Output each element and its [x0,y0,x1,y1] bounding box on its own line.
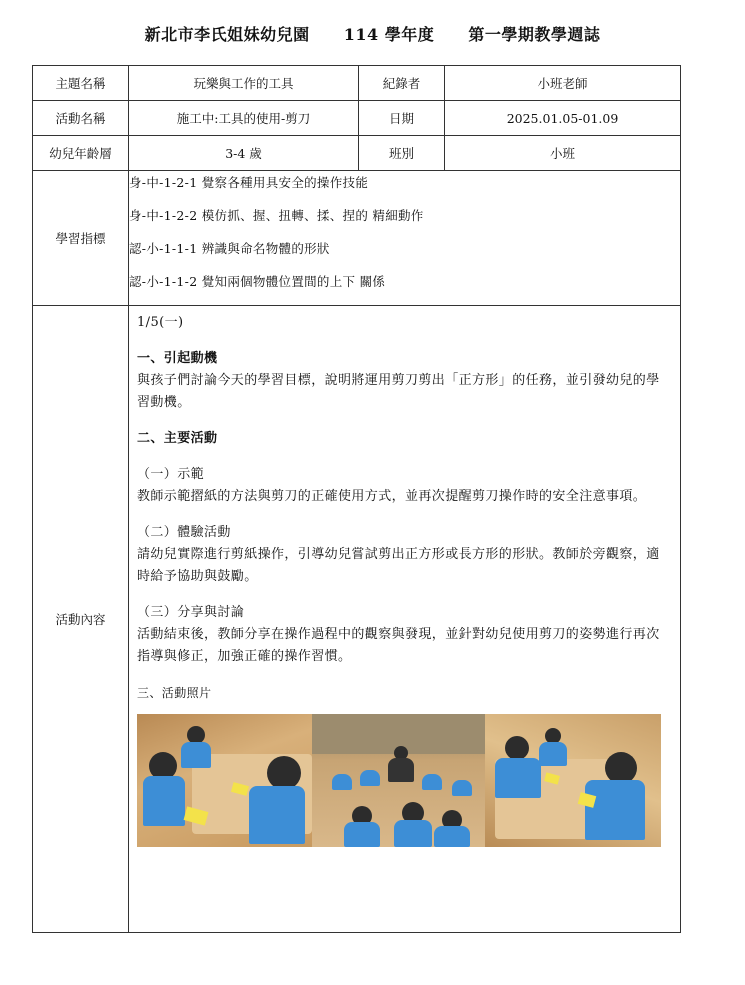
content-label: 活動內容 [33,306,129,933]
age-label: 幼兒年齡層 [33,136,129,171]
table-row [33,306,681,933]
activity-photos [137,714,661,847]
table-row [33,171,681,306]
subsection-text: 請幼兒實際進行剪紙操作，引導幼兒嘗試剪出正方形或長方形的形狀。教師於旁觀察，適時給予協助與鼓勵。 [137,547,660,584]
subsection-title: （三）分享與討論 [137,605,245,620]
goals-list [129,171,681,306]
content-cell [129,306,681,933]
activity-photo [485,714,661,847]
activity-label: 活動名稱 [33,101,129,136]
table-row [33,66,681,101]
table-row [33,136,681,171]
subsection-title: （一）示範 [137,467,205,482]
class-label: 班別 [359,136,445,171]
section-text: 與孩子們討論今天的學習目標，說明將運用剪刀剪出「正方形」的任務，並引發幼兒的學習動機。 [137,373,660,410]
goal-item: 身-中-1-2-2 模仿抓、握、扭轉、揉、捏的 精細動作 [129,208,424,223]
theme-label: 主題名稱 [33,66,129,101]
table-row [33,101,681,136]
page-title [0,22,745,45]
section-title: 二、主要活動 [137,431,218,446]
theme-value: 玩樂與工作的工具 [129,66,359,101]
activity-photo [312,714,485,847]
school-name: 新北市李氏姐妹幼兒園 [144,25,310,44]
school-year: 114 學年度 [343,25,435,44]
date-value: 2025.01.05-01.09 [445,101,681,136]
recorder-value: 小班老師 [445,66,681,101]
subsection-title: （二）體驗活動 [137,525,231,540]
term-title: 第一學期教學週誌 [468,25,601,44]
weekly-log-table [32,65,681,933]
goal-item: 認-小-1-1-1 辨識與命名物體的形狀 [129,241,330,256]
date-label: 日期 [359,101,445,136]
section-title: 一、引起動機 [137,351,218,366]
section-title: 三、活動照片 [137,686,212,700]
class-value: 小班 [445,136,681,171]
recorder-label: 紀錄者 [359,66,445,101]
subsection-text: 活動結束後，教師分享在操作過程中的觀察與發現，並針對幼兒使用剪刀的姿勢進行再次指導與修正，加強正確的操作習慣。 [137,627,660,664]
subsection-text: 教師示範摺紙的方法與剪刀的正確使用方式，並再次提醒剪刀操作時的安全注意事項。 [137,489,647,504]
goal-item: 認-小-1-1-2 覺知兩個物體位置間的上下 關係 [129,274,386,289]
content-date: 1/5(一) [137,315,184,330]
age-value: 3-4 歲 [129,136,359,171]
activity-value: 施工中:工具的使用-剪刀 [129,101,359,136]
goal-item: 身-中-1-2-1 覺察各種用具安全的操作技能 [129,175,369,190]
goals-label: 學習指標 [33,171,129,306]
activity-photo [137,714,312,847]
